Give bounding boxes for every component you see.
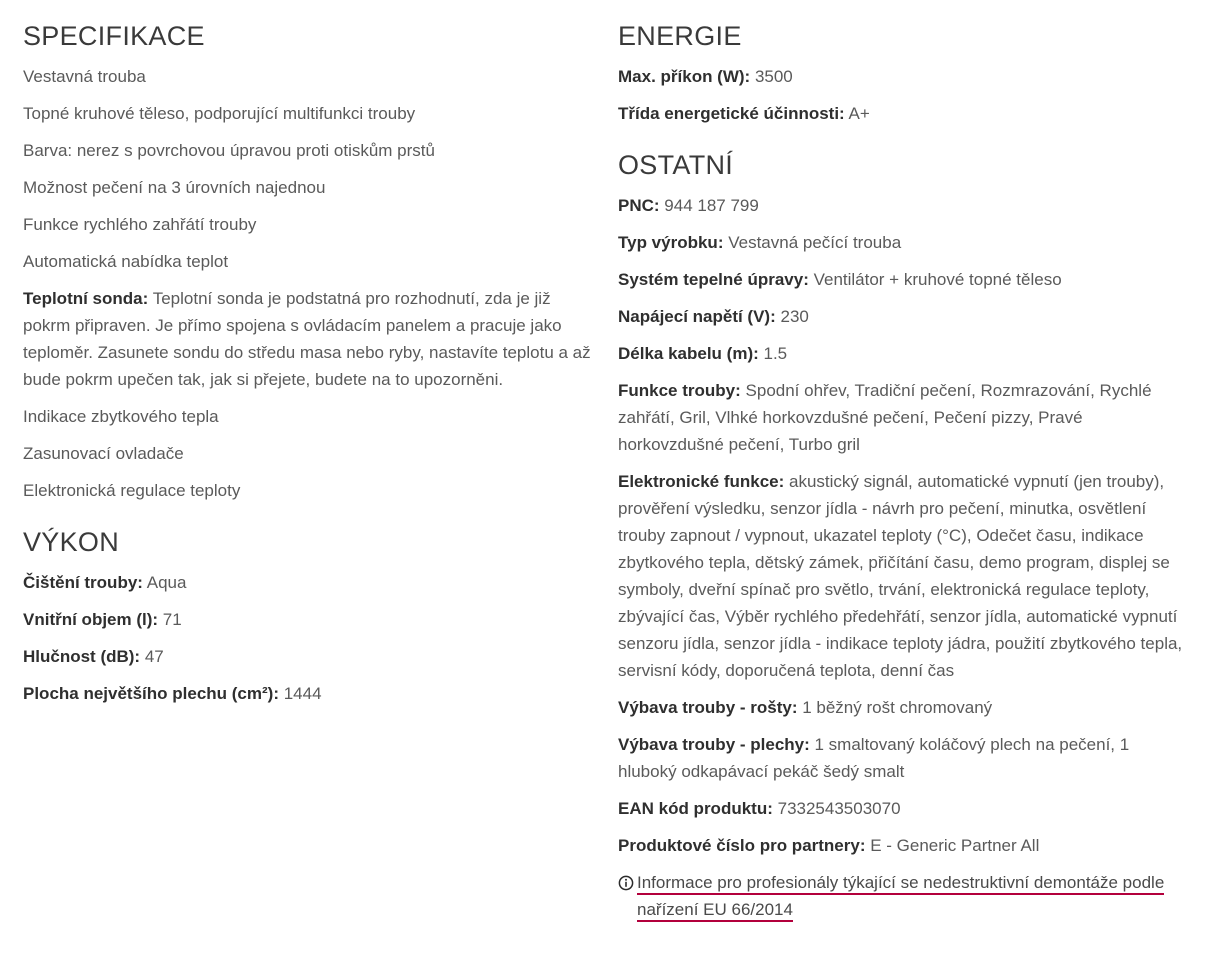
spec-value: Ventilátor + kruhové topné těleso <box>808 270 1062 289</box>
spec-value: A+ <box>844 104 870 123</box>
energy-list <box>618 63 1190 127</box>
spec-item-temperature-probe <box>23 285 593 393</box>
spec-value: Aqua <box>142 573 187 592</box>
spec-value: Spodní ohřev, Tradiční pečení, Rozmrazování, Rychlé zahřátí, Gril, Vlhké horkovzdušné pečení, Pečení pizzy, Pravé horkovzdušné pečení, Turbo gril <box>618 381 1152 454</box>
spec-key: Vnitřní objem (l): <box>23 610 159 629</box>
section-title-ostatni: OSTATNÍ <box>618 150 734 180</box>
other-item <box>618 832 1190 859</box>
spec-key: EAN kód produktu: <box>618 799 773 818</box>
spec-item: Vestavná trouba <box>23 67 146 86</box>
spec-value: Vestavná pečící trouba <box>723 233 902 252</box>
spec-value: 47 <box>140 647 164 666</box>
performance-list <box>23 569 593 707</box>
spec-value: 1 smaltovaný koláčový plech na pečení, 1 hluboký odkapávací pekáč šedý smalt <box>618 735 1130 781</box>
spec-value: 3500 <box>750 67 793 86</box>
perf-item <box>23 680 593 707</box>
spec-key: Výbava trouby - rošty: <box>618 698 798 717</box>
spec-item: Topné kruhové těleso, podporující multifunkci trouby <box>23 104 416 123</box>
info-circle-icon <box>618 875 634 891</box>
energy-item <box>618 100 1190 127</box>
spec-item: Indikace zbytkového tepla <box>23 407 219 426</box>
spec-key: Výbava trouby - plechy: <box>618 735 810 754</box>
perf-item <box>23 606 593 633</box>
disassembly-info-row <box>618 869 1190 923</box>
spec-item: Funkce rychlého zahřátí trouby <box>23 215 257 234</box>
spec-key: Napájecí napětí (V): <box>618 307 776 326</box>
spec-value: E - Generic Partner All <box>865 836 1040 855</box>
left-column <box>23 0 593 717</box>
spec-key: Plocha největšího plechu (cm²): <box>23 684 279 703</box>
section-title-vykon: VÝKON <box>23 527 120 557</box>
spec-item: Automatická nabídka teplot <box>23 252 229 271</box>
other-item <box>618 340 1190 367</box>
disassembly-info-link-text: Informace pro profesionály týkající se nedestruktivní demontáže podle nařízení EU 66/2014 <box>637 873 1164 922</box>
right-column <box>618 0 1190 923</box>
spec-item: Elektronická regulace teploty <box>23 481 241 500</box>
spec-value: 230 <box>775 307 809 326</box>
other-item <box>618 192 1190 219</box>
other-item <box>618 266 1190 293</box>
spec-value: 7332543503070 <box>772 799 901 818</box>
spec-key: Hlučnost (dB): <box>23 647 141 666</box>
spec-key: Systém tepelné úpravy: <box>618 270 809 289</box>
spec-value: 1444 <box>279 684 322 703</box>
other-item <box>618 377 1190 458</box>
other-item <box>618 694 1190 721</box>
spec-value: Teplotní sonda je podstatná pro rozhodnutí, zda je již pokrm připraven. Je přímo spojena s ovládacím panelem a pracuje jako teploměr. Zasunete sondu do středu masa nebo ryby, nastavíte teplotu a až bude pokrm upečen tak, jak si přejete, budete na to upozorněni. <box>23 289 591 389</box>
spec-item: Možnost pečení na 3 úrovních najednou <box>23 178 326 197</box>
spec-key: Elektronické funkce: <box>618 472 785 491</box>
disassembly-info-link[interactable] <box>637 869 1190 923</box>
spec-key: Čištění trouby: <box>23 573 143 592</box>
section-title-energie: ENERGIE <box>618 21 742 51</box>
perf-item <box>23 569 593 596</box>
spec-key: Funkce trouby: <box>618 381 741 400</box>
spec-list <box>23 63 593 504</box>
other-item <box>618 229 1190 256</box>
spec-key: Délka kabelu (m): <box>618 344 759 363</box>
spec-key: PNC: <box>618 196 660 215</box>
spec-value: 1.5 <box>758 344 788 363</box>
energy-item <box>618 63 1190 90</box>
spec-key: Teplotní sonda: <box>23 289 149 308</box>
spec-key: Max. příkon (W): <box>618 67 751 86</box>
other-item <box>618 795 1190 822</box>
spec-key: Produktové číslo pro partnery: <box>618 836 866 855</box>
spec-value: 71 <box>158 610 182 629</box>
spec-key: Typ výrobku: <box>618 233 724 252</box>
section-title-specifikace: SPECIFIKACE <box>23 21 205 51</box>
spec-value: akustický signál, automatické vypnutí (jen trouby), prověření výsledku, senzor jídla - návrh pro pečení, minutka, osvětlení trouby zapnout / vypnout, ukazatel teploty (°C), Odečet času, indikace zbytkového tepla, dětský zámek, přičítání času, demo program, displej se symboly, dveřní spínač pro světlo, trvání, elektronická regulace teploty, zbývající čas, Výběr rychlého předehřátí, senzor jídla, automatické vypnutí senzoru jídla, senzor jídla - indikace teploty jádra, použití zbytkového tepla, servisní kódy, doporučená teplota, denní čas <box>618 472 1183 680</box>
spec-value: 1 běžný rošt chromovaný <box>797 698 993 717</box>
other-list <box>618 192 1190 923</box>
other-item <box>618 303 1190 330</box>
perf-item <box>23 643 593 670</box>
other-item <box>618 468 1190 684</box>
spec-key: Třída energetické účinnosti: <box>618 104 845 123</box>
other-item <box>618 731 1190 785</box>
spec-value: 944 187 799 <box>659 196 759 215</box>
spec-item: Zasunovací ovladače <box>23 444 184 463</box>
spec-item: Barva: nerez s povrchovou úpravou proti otiskům prstů <box>23 141 435 160</box>
